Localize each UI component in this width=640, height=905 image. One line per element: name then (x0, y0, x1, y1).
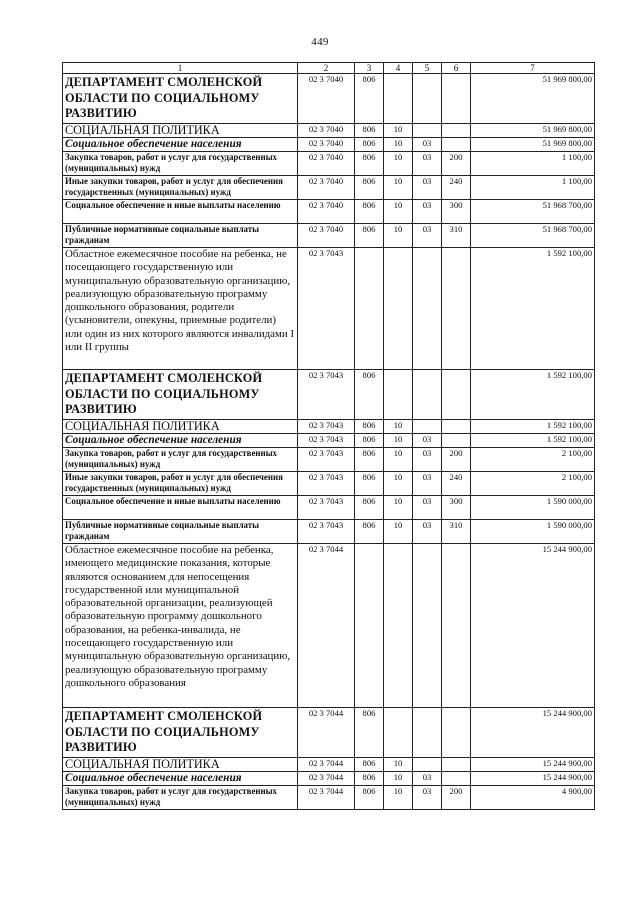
row-name-cell: Областное ежемесячное пособие на ребенка, имеющего медицинские показания, которые являются основанием для непосещения государственной или муниципальной образовательной организации, реализующей образовательную программу дошкольного образования, на ребенка-инвалида, не посещающего государственную или муниципальную образовательную организацию, реализующую образовательную программу дошкольного образования (63, 544, 298, 708)
program-row (63, 544, 595, 708)
section-row (63, 758, 595, 772)
subsection-code-cell: 03 (413, 772, 442, 786)
expense-type-cell (442, 434, 471, 448)
row-name-cell: СОЦИАЛЬНАЯ ПОЛИТИКА (63, 124, 298, 138)
target-code-cell: 02 3 7043 (298, 496, 355, 520)
amount-cell: 51 969 800,00 (471, 74, 595, 124)
row-name-cell: Иные закупки товаров, работ и услуг для обеспечения государственных (муниципальных) нужд (63, 472, 298, 496)
ministry-code-cell: 806 (355, 448, 384, 472)
expense-type-cell (442, 544, 471, 708)
target-code-cell: 02 3 7043 (298, 448, 355, 472)
row-name-cell: ДЕПАРТАМЕНТ СМОЛЕНСКОЙ ОБЛАСТИ ПО СОЦИАЛЬНОМУ РАЗВИТИЮ (63, 370, 298, 420)
subsection-code-cell (413, 74, 442, 124)
amount-cell: 51 969 800,00 (471, 138, 595, 152)
ministry-code-cell: 806 (355, 124, 384, 138)
target-code-cell: 02 3 7043 (298, 420, 355, 434)
section-code-cell: 10 (384, 496, 413, 520)
amount-cell: 15 244 900,00 (471, 708, 595, 758)
subsection-code-cell: 03 (413, 448, 442, 472)
expense-type-cell (442, 772, 471, 786)
section-code-cell: 10 (384, 758, 413, 772)
row-name-cell: Социальное обеспечение населения (63, 772, 298, 786)
target-code-cell: 02 3 7040 (298, 138, 355, 152)
section-code-cell (384, 248, 413, 370)
ministry-code-cell: 806 (355, 420, 384, 434)
subsection-row (63, 434, 595, 448)
column-header: 2 (298, 63, 355, 74)
amount-cell: 1 590 000,00 (471, 520, 595, 544)
section-code-cell (384, 544, 413, 708)
row-name-cell: Социальное обеспечение населения (63, 138, 298, 152)
section-code-cell (384, 370, 413, 420)
expense-row (63, 224, 595, 248)
target-code-cell: 02 3 7043 (298, 248, 355, 370)
subsection-code-cell (413, 708, 442, 758)
ministry-code-cell: 806 (355, 176, 384, 200)
section-code-cell: 10 (384, 138, 413, 152)
section-row (63, 124, 595, 138)
subsection-code-cell: 03 (413, 200, 442, 224)
row-name-cell: ДЕПАРТАМЕНТ СМОЛЕНСКОЙ ОБЛАСТИ ПО СОЦИАЛЬНОМУ РАЗВИТИЮ (63, 74, 298, 124)
ministry-code-cell: 806 (355, 224, 384, 248)
amount-cell: 1 592 100,00 (471, 248, 595, 370)
section-code-cell: 10 (384, 772, 413, 786)
subsection-code-cell: 03 (413, 434, 442, 448)
subsection-code-cell: 03 (413, 176, 442, 200)
ministry-code-cell: 806 (355, 758, 384, 772)
page-number: 449 (311, 36, 329, 48)
row-name-cell: Иные закупки товаров, работ и услуг для обеспечения государственных (муниципальных) нужд (63, 176, 298, 200)
expense-type-cell: 200 (442, 448, 471, 472)
target-code-cell: 02 3 7044 (298, 758, 355, 772)
subsection-code-cell: 03 (413, 472, 442, 496)
expense-row (63, 520, 595, 544)
amount-cell: 1 592 100,00 (471, 434, 595, 448)
subsection-code-cell: 03 (413, 520, 442, 544)
ministry-code-cell: 806 (355, 370, 384, 420)
target-code-cell: 02 3 7040 (298, 176, 355, 200)
expense-row (63, 200, 595, 224)
target-code-cell: 02 3 7043 (298, 472, 355, 496)
row-name-cell: Закупка товаров, работ и услуг для государственных (муниципальных) нужд (63, 786, 298, 810)
row-name-cell: Социальное обеспечение и иные выплаты населению (63, 200, 298, 224)
row-name-cell: СОЦИАЛЬНАЯ ПОЛИТИКА (63, 758, 298, 772)
expense-row (63, 472, 595, 496)
ministry-code-cell: 806 (355, 772, 384, 786)
subsection-row (63, 772, 595, 786)
ministry-code-cell: 806 (355, 74, 384, 124)
target-code-cell: 02 3 7043 (298, 434, 355, 448)
amount-cell: 1 590 000,00 (471, 496, 595, 520)
subsection-code-cell (413, 544, 442, 708)
expense-row (63, 176, 595, 200)
ministry-code-cell: 806 (355, 138, 384, 152)
row-name-cell: Областное ежемесячное пособие на ребенка, не посещающего государственную или муниципальную образовательную организацию, реализующую образовательную программу дошкольного образования, родители (усыновители, опекуны, приемные родители) или один из них которого являются инвалидами I или II группы (63, 248, 298, 370)
expense-type-cell: 240 (442, 472, 471, 496)
subsection-code-cell (413, 370, 442, 420)
section-code-cell (384, 74, 413, 124)
ministry-code-cell: 806 (355, 496, 384, 520)
expense-type-cell (442, 248, 471, 370)
expense-type-cell: 310 (442, 520, 471, 544)
expense-row (63, 496, 595, 520)
ministry-code-cell: 806 (355, 708, 384, 758)
ministry-code-cell: 806 (355, 152, 384, 176)
expense-type-cell: 240 (442, 176, 471, 200)
ministry-code-cell (355, 248, 384, 370)
expense-type-cell: 300 (442, 200, 471, 224)
target-code-cell: 02 3 7044 (298, 544, 355, 708)
expense-type-cell (442, 138, 471, 152)
expense-type-cell (442, 758, 471, 772)
target-code-cell: 02 3 7040 (298, 224, 355, 248)
amount-cell: 15 244 900,00 (471, 758, 595, 772)
expense-row (63, 448, 595, 472)
ministry-code-cell: 806 (355, 434, 384, 448)
expense-type-cell (442, 124, 471, 138)
row-name-cell: Публичные нормативные социальные выплаты гражданам (63, 224, 298, 248)
amount-cell: 4 900,00 (471, 786, 595, 810)
row-name-cell: Закупка товаров, работ и услуг для государственных (муниципальных) нужд (63, 152, 298, 176)
expense-type-cell (442, 420, 471, 434)
column-header: 7 (471, 63, 595, 74)
subsection-code-cell: 03 (413, 786, 442, 810)
expense-type-cell: 300 (442, 496, 471, 520)
amount-cell: 1 100,00 (471, 176, 595, 200)
row-name-cell: Социальное обеспечение и иные выплаты населению (63, 496, 298, 520)
department-row (63, 370, 595, 420)
budget-table (62, 62, 595, 810)
target-code-cell: 02 3 7044 (298, 772, 355, 786)
row-name-cell: Публичные нормативные социальные выплаты гражданам (63, 520, 298, 544)
amount-cell: 1 100,00 (471, 152, 595, 176)
subsection-code-cell: 03 (413, 138, 442, 152)
amount-cell: 15 244 900,00 (471, 772, 595, 786)
subsection-code-cell (413, 420, 442, 434)
target-code-cell: 02 3 7044 (298, 708, 355, 758)
expense-row (63, 152, 595, 176)
subsection-code-cell (413, 248, 442, 370)
row-name-cell: СОЦИАЛЬНАЯ ПОЛИТИКА (63, 420, 298, 434)
amount-cell: 2 100,00 (471, 448, 595, 472)
expense-type-cell: 200 (442, 152, 471, 176)
section-code-cell: 10 (384, 200, 413, 224)
ministry-code-cell: 806 (355, 520, 384, 544)
expense-type-cell (442, 74, 471, 124)
section-code-cell: 10 (384, 448, 413, 472)
target-code-cell: 02 3 7044 (298, 786, 355, 810)
amount-cell: 15 244 900,00 (471, 544, 595, 708)
section-code-cell: 10 (384, 124, 413, 138)
subsection-code-cell: 03 (413, 496, 442, 520)
target-code-cell: 02 3 7043 (298, 520, 355, 544)
department-row (63, 708, 595, 758)
section-row (63, 420, 595, 434)
ministry-code-cell (355, 544, 384, 708)
expense-type-cell (442, 370, 471, 420)
column-header: 5 (413, 63, 442, 74)
subsection-code-cell: 03 (413, 224, 442, 248)
column-number-header (63, 63, 595, 74)
row-name-cell: ДЕПАРТАМЕНТ СМОЛЕНСКОЙ ОБЛАСТИ ПО СОЦИАЛЬНОМУ РАЗВИТИЮ (63, 708, 298, 758)
row-name-cell: Социальное обеспечение населения (63, 434, 298, 448)
program-row (63, 248, 595, 370)
column-header: 6 (442, 63, 471, 74)
section-code-cell: 10 (384, 472, 413, 496)
expense-type-cell: 310 (442, 224, 471, 248)
section-code-cell: 10 (384, 420, 413, 434)
section-code-cell: 10 (384, 152, 413, 176)
column-header: 3 (355, 63, 384, 74)
subsection-row (63, 138, 595, 152)
section-code-cell: 10 (384, 434, 413, 448)
section-code-cell: 10 (384, 520, 413, 544)
section-code-cell: 10 (384, 786, 413, 810)
target-code-cell: 02 3 7040 (298, 200, 355, 224)
department-row (63, 74, 595, 124)
column-header: 4 (384, 63, 413, 74)
ministry-code-cell: 806 (355, 472, 384, 496)
subsection-code-cell (413, 758, 442, 772)
section-code-cell: 10 (384, 224, 413, 248)
row-name-cell: Закупка товаров, работ и услуг для государственных (муниципальных) нужд (63, 448, 298, 472)
amount-cell: 51 969 800,00 (471, 124, 595, 138)
column-header: 1 (63, 63, 298, 74)
subsection-code-cell (413, 124, 442, 138)
subsection-code-cell: 03 (413, 152, 442, 176)
amount-cell: 1 592 100,00 (471, 370, 595, 420)
section-code-cell (384, 708, 413, 758)
target-code-cell: 02 3 7043 (298, 370, 355, 420)
expense-type-cell: 200 (442, 786, 471, 810)
target-code-cell: 02 3 7040 (298, 124, 355, 138)
amount-cell: 51 968 700,00 (471, 224, 595, 248)
section-code-cell: 10 (384, 176, 413, 200)
expense-type-cell (442, 708, 471, 758)
amount-cell: 51 968 700,00 (471, 200, 595, 224)
amount-cell: 1 592 100,00 (471, 420, 595, 434)
expense-row (63, 786, 595, 810)
amount-cell: 2 100,00 (471, 472, 595, 496)
target-code-cell: 02 3 7040 (298, 152, 355, 176)
ministry-code-cell: 806 (355, 200, 384, 224)
ministry-code-cell: 806 (355, 786, 384, 810)
target-code-cell: 02 3 7040 (298, 74, 355, 124)
